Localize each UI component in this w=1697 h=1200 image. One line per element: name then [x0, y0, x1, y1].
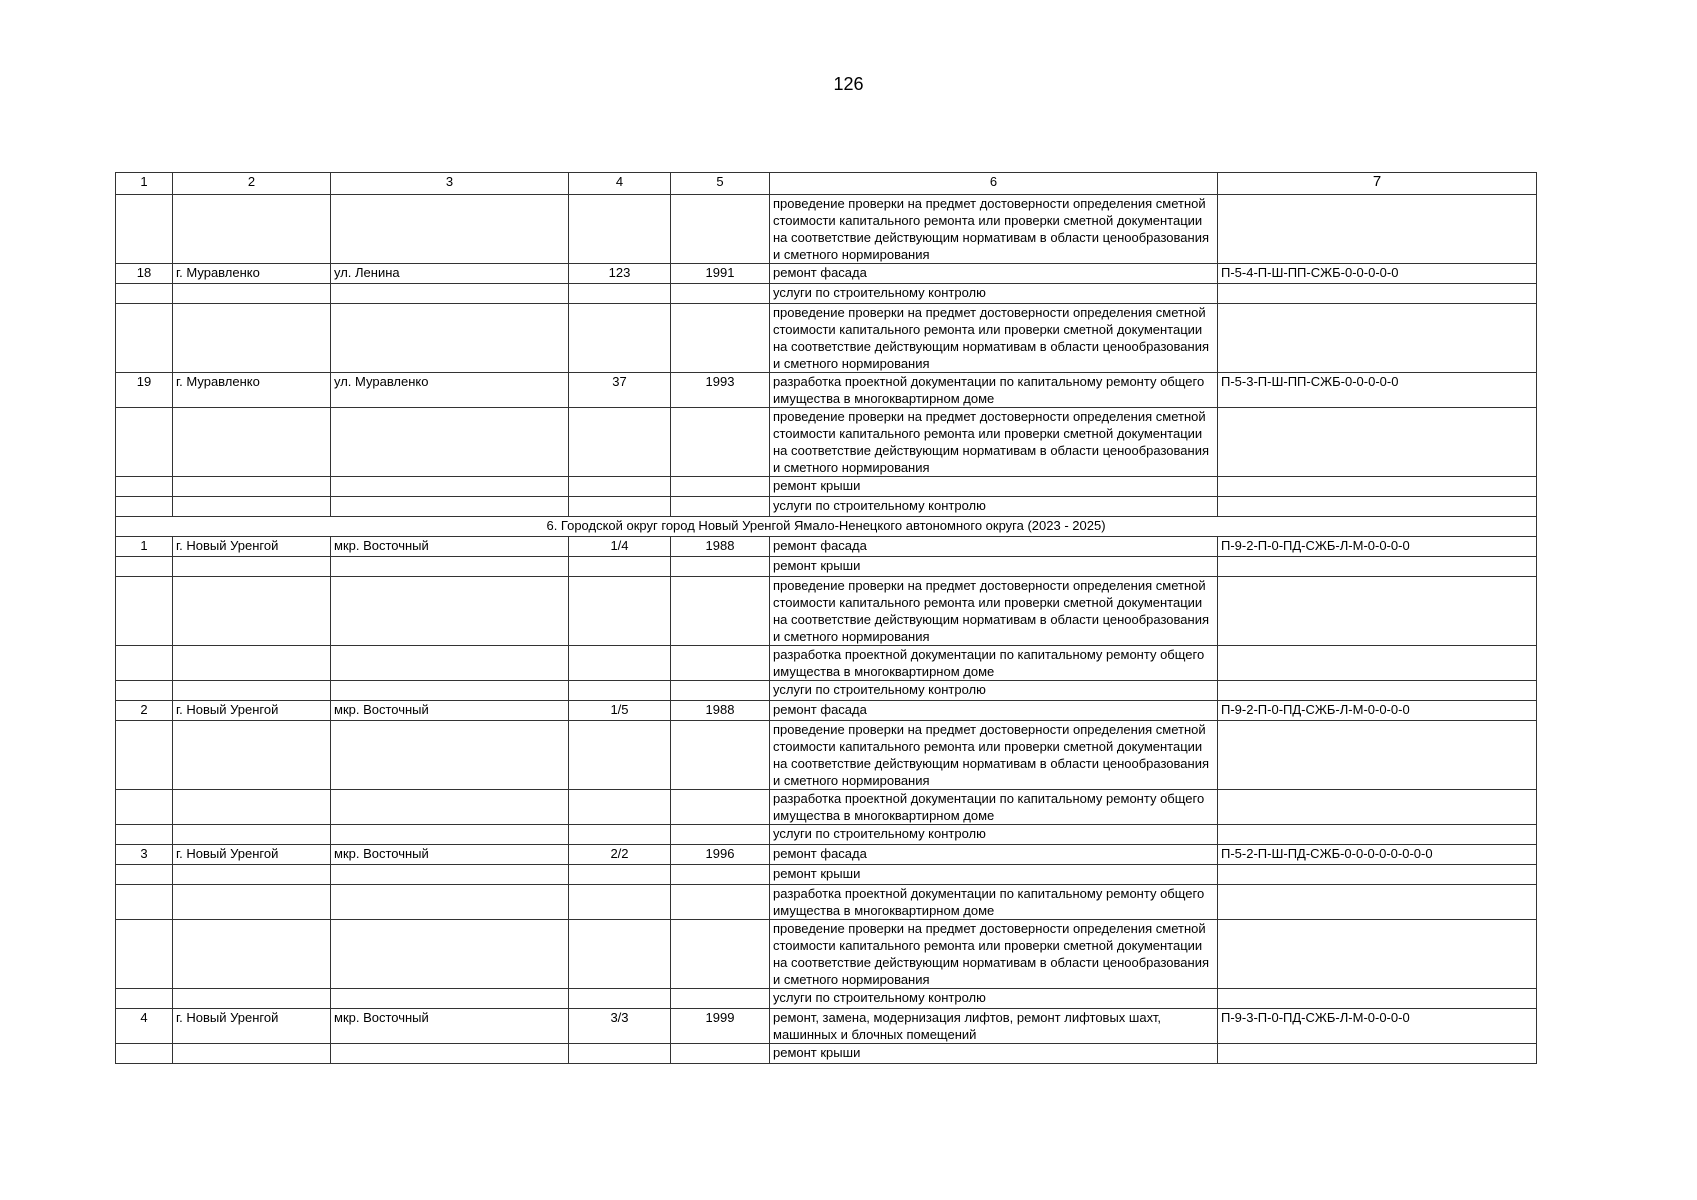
section-row: [116, 517, 1537, 537]
street-cell: ул. Муравленко: [331, 373, 569, 408]
building-code-cell: [1218, 304, 1537, 373]
year-cell: 1993: [671, 373, 770, 408]
city-cell: г. Новый Уренгой: [173, 845, 331, 865]
table-row: [116, 264, 1537, 284]
building-code-cell: [1218, 825, 1537, 845]
year-cell: [671, 681, 770, 701]
table-row: [116, 557, 1537, 577]
work-type-cell: проведение проверки на предмет достоверности определения сметной стоимости капитального ремонта или проверки сметной документации на соответствие действующим нормативам в области ценообразования и сметного нормирования: [770, 920, 1218, 989]
table-header-row: [116, 173, 1537, 195]
row-number: [116, 577, 173, 646]
year-cell: [671, 195, 770, 264]
street-cell: [331, 577, 569, 646]
table-row: [116, 920, 1537, 989]
city-cell: г. Муравленко: [173, 264, 331, 284]
building-code-cell: [1218, 497, 1537, 517]
house-number-cell: [569, 989, 671, 1009]
table-row: [116, 825, 1537, 845]
building-code-cell: [1218, 885, 1537, 920]
row-number: 1: [116, 537, 173, 557]
row-number: [116, 477, 173, 497]
row-number: 4: [116, 1009, 173, 1044]
table-body: [116, 173, 1537, 1064]
table-row: [116, 845, 1537, 865]
city-cell: [173, 557, 331, 577]
city-cell: [173, 577, 331, 646]
row-number: [116, 195, 173, 264]
house-number-cell: [569, 557, 671, 577]
house-number-cell: 1/5: [569, 701, 671, 721]
year-cell: [671, 497, 770, 517]
building-code-cell: П-5-3-П-Ш-ПП-СЖБ-0-0-0-0-0: [1218, 373, 1537, 408]
city-cell: г. Новый Уренгой: [173, 1009, 331, 1044]
row-number: [116, 865, 173, 885]
street-cell: [331, 497, 569, 517]
row-number: [116, 721, 173, 790]
work-type-cell: ремонт крыши: [770, 1044, 1218, 1064]
row-number: [116, 790, 173, 825]
table-row: [116, 577, 1537, 646]
house-number-cell: [569, 885, 671, 920]
house-number-cell: 37: [569, 373, 671, 408]
street-cell: мкр. Восточный: [331, 701, 569, 721]
street-cell: [331, 865, 569, 885]
street-cell: [331, 721, 569, 790]
row-number: 2: [116, 701, 173, 721]
row-number: 3: [116, 845, 173, 865]
work-type-cell: услуги по строительному контролю: [770, 284, 1218, 304]
building-code-cell: П-9-2-П-0-ПД-СЖБ-Л-М-0-0-0-0: [1218, 537, 1537, 557]
house-number-cell: [569, 825, 671, 845]
house-number-cell: 1/4: [569, 537, 671, 557]
row-number: [116, 408, 173, 477]
street-cell: [331, 304, 569, 373]
table-row: [116, 373, 1537, 408]
work-type-cell: проведение проверки на предмет достоверности определения сметной стоимости капитального ремонта или проверки сметной документации на соответствие действующим нормативам в области ценообразования и сметного нормирования: [770, 304, 1218, 373]
work-type-cell: разработка проектной документации по капитальному ремонту общего имущества в многоквартирном доме: [770, 885, 1218, 920]
street-cell: [331, 790, 569, 825]
year-cell: 1988: [671, 537, 770, 557]
work-type-cell: проведение проверки на предмет достоверности определения сметной стоимости капитального ремонта или проверки сметной документации на соответствие действующим нормативам в области ценообразования и сметного нормирования: [770, 408, 1218, 477]
street-cell: [331, 681, 569, 701]
table-row: [116, 497, 1537, 517]
year-cell: [671, 790, 770, 825]
street-cell: [331, 284, 569, 304]
city-cell: [173, 284, 331, 304]
table-row: [116, 284, 1537, 304]
street-cell: [331, 885, 569, 920]
table-row: [116, 1009, 1537, 1044]
year-cell: 1996: [671, 845, 770, 865]
row-number: [116, 304, 173, 373]
building-code-cell: [1218, 1044, 1537, 1064]
table-row: [116, 701, 1537, 721]
city-cell: [173, 825, 331, 845]
building-code-cell: [1218, 920, 1537, 989]
table-row: [116, 408, 1537, 477]
house-number-cell: [569, 790, 671, 825]
table-row: [116, 721, 1537, 790]
building-code-cell: [1218, 557, 1537, 577]
table-row: [116, 885, 1537, 920]
column-header: 1: [116, 173, 173, 195]
column-header: 5: [671, 173, 770, 195]
city-cell: [173, 920, 331, 989]
city-cell: [173, 681, 331, 701]
building-code-cell: [1218, 195, 1537, 264]
building-code-cell: [1218, 284, 1537, 304]
year-cell: [671, 284, 770, 304]
table-row: [116, 989, 1537, 1009]
row-number: [116, 885, 173, 920]
house-number-cell: 3/3: [569, 1009, 671, 1044]
work-type-cell: ремонт крыши: [770, 865, 1218, 885]
row-number: [116, 284, 173, 304]
year-cell: [671, 989, 770, 1009]
house-number-cell: [569, 497, 671, 517]
city-cell: [173, 304, 331, 373]
year-cell: [671, 920, 770, 989]
work-type-cell: ремонт крыши: [770, 557, 1218, 577]
table-row: [116, 681, 1537, 701]
row-number: 18: [116, 264, 173, 284]
table-row: [116, 646, 1537, 681]
building-code-cell: П-9-2-П-0-ПД-СЖБ-Л-М-0-0-0-0: [1218, 701, 1537, 721]
section-title: 6. Городской округ город Новый Уренгой Ямало-Ненецкого автономного округа (2023 - 2025): [116, 517, 1537, 537]
year-cell: [671, 885, 770, 920]
building-code-cell: [1218, 865, 1537, 885]
row-number: [116, 497, 173, 517]
year-cell: [671, 646, 770, 681]
year-cell: [671, 1044, 770, 1064]
year-cell: [671, 304, 770, 373]
building-code-cell: [1218, 577, 1537, 646]
work-type-cell: разработка проектной документации по капитальному ремонту общего имущества в многоквартирном доме: [770, 373, 1218, 408]
building-code-cell: [1218, 790, 1537, 825]
house-number-cell: [569, 408, 671, 477]
work-type-cell: услуги по строительному контролю: [770, 681, 1218, 701]
building-code-cell: [1218, 681, 1537, 701]
house-number-cell: [569, 477, 671, 497]
building-code-cell: П-9-3-П-0-ПД-СЖБ-Л-М-0-0-0-0: [1218, 1009, 1537, 1044]
work-type-cell: ремонт, замена, модернизация лифтов, ремонт лифтовых шахт, машинных и блочных помещений: [770, 1009, 1218, 1044]
row-number: 19: [116, 373, 173, 408]
capital-repair-table: [115, 172, 1537, 1064]
street-cell: [331, 825, 569, 845]
year-cell: 1988: [671, 701, 770, 721]
house-number-cell: [569, 577, 671, 646]
table-row: [116, 537, 1537, 557]
house-number-cell: [569, 865, 671, 885]
work-type-cell: разработка проектной документации по капитальному ремонту общего имущества в многоквартирном доме: [770, 646, 1218, 681]
column-header: 6: [770, 173, 1218, 195]
house-number-cell: [569, 284, 671, 304]
building-code-cell: [1218, 646, 1537, 681]
building-code-cell: П-5-2-П-Ш-ПД-СЖБ-0-0-0-0-0-0-0-0: [1218, 845, 1537, 865]
house-number-cell: [569, 1044, 671, 1064]
building-code-cell: [1218, 408, 1537, 477]
year-cell: [671, 557, 770, 577]
row-number: [116, 989, 173, 1009]
city-cell: [173, 885, 331, 920]
house-number-cell: [569, 195, 671, 264]
house-number-cell: [569, 721, 671, 790]
year-cell: [671, 825, 770, 845]
column-header: 3: [331, 173, 569, 195]
row-number: [116, 1044, 173, 1064]
city-cell: [173, 1044, 331, 1064]
row-number: [116, 557, 173, 577]
row-number: [116, 825, 173, 845]
city-cell: [173, 408, 331, 477]
street-cell: мкр. Восточный: [331, 845, 569, 865]
house-number-cell: 2/2: [569, 845, 671, 865]
table-row: [116, 304, 1537, 373]
year-cell: 1991: [671, 264, 770, 284]
year-cell: [671, 721, 770, 790]
building-code-cell: [1218, 721, 1537, 790]
city-cell: [173, 477, 331, 497]
city-cell: [173, 790, 331, 825]
house-number-cell: [569, 304, 671, 373]
year-cell: [671, 865, 770, 885]
work-type-cell: услуги по строительному контролю: [770, 825, 1218, 845]
street-cell: мкр. Восточный: [331, 1009, 569, 1044]
city-cell: г. Новый Уренгой: [173, 537, 331, 557]
row-number: [116, 646, 173, 681]
street-cell: [331, 557, 569, 577]
street-cell: [331, 408, 569, 477]
column-header: 2: [173, 173, 331, 195]
work-type-cell: проведение проверки на предмет достоверности определения сметной стоимости капитального ремонта или проверки сметной документации на соответствие действующим нормативам в области ценообразования и сметного нормирования: [770, 577, 1218, 646]
work-type-cell: ремонт фасада: [770, 537, 1218, 557]
street-cell: [331, 646, 569, 681]
work-type-cell: разработка проектной документации по капитальному ремонту общего имущества в многоквартирном доме: [770, 790, 1218, 825]
city-cell: г. Муравленко: [173, 373, 331, 408]
house-number-cell: [569, 681, 671, 701]
street-cell: [331, 920, 569, 989]
house-number-cell: 123: [569, 264, 671, 284]
city-cell: [173, 646, 331, 681]
street-cell: [331, 195, 569, 264]
city-cell: [173, 497, 331, 517]
year-cell: [671, 408, 770, 477]
row-number: [116, 681, 173, 701]
building-code-cell: [1218, 989, 1537, 1009]
year-cell: [671, 577, 770, 646]
street-cell: [331, 1044, 569, 1064]
street-cell: ул. Ленина: [331, 264, 569, 284]
column-header: 7: [1218, 173, 1537, 195]
street-cell: [331, 989, 569, 1009]
column-header: 4: [569, 173, 671, 195]
work-type-cell: услуги по строительному контролю: [770, 497, 1218, 517]
table-row: [116, 865, 1537, 885]
table-row: [116, 790, 1537, 825]
city-cell: г. Новый Уренгой: [173, 701, 331, 721]
house-number-cell: [569, 646, 671, 681]
row-number: [116, 920, 173, 989]
city-cell: [173, 989, 331, 1009]
city-cell: [173, 865, 331, 885]
city-cell: [173, 195, 331, 264]
building-code-cell: П-5-4-П-Ш-ПП-СЖБ-0-0-0-0-0: [1218, 264, 1537, 284]
work-type-cell: ремонт крыши: [770, 477, 1218, 497]
table-row: [116, 1044, 1537, 1064]
work-type-cell: ремонт фасада: [770, 264, 1218, 284]
work-type-cell: проведение проверки на предмет достоверности определения сметной стоимости капитального ремонта или проверки сметной документации на соответствие действующим нормативам в области ценообразования и сметного нормирования: [770, 721, 1218, 790]
work-type-cell: ремонт фасада: [770, 701, 1218, 721]
table-row: [116, 477, 1537, 497]
year-cell: [671, 477, 770, 497]
city-cell: [173, 721, 331, 790]
year-cell: 1999: [671, 1009, 770, 1044]
street-cell: мкр. Восточный: [331, 537, 569, 557]
table-row: [116, 195, 1537, 264]
work-type-cell: ремонт фасада: [770, 845, 1218, 865]
page-number: 126: [833, 74, 864, 94]
building-code-cell: [1218, 477, 1537, 497]
work-type-cell: проведение проверки на предмет достоверности определения сметной стоимости капитального ремонта или проверки сметной документации на соответствие действующим нормативам в области ценообразования и сметного нормирования: [770, 195, 1218, 264]
street-cell: [331, 477, 569, 497]
house-number-cell: [569, 920, 671, 989]
work-type-cell: услуги по строительному контролю: [770, 989, 1218, 1009]
